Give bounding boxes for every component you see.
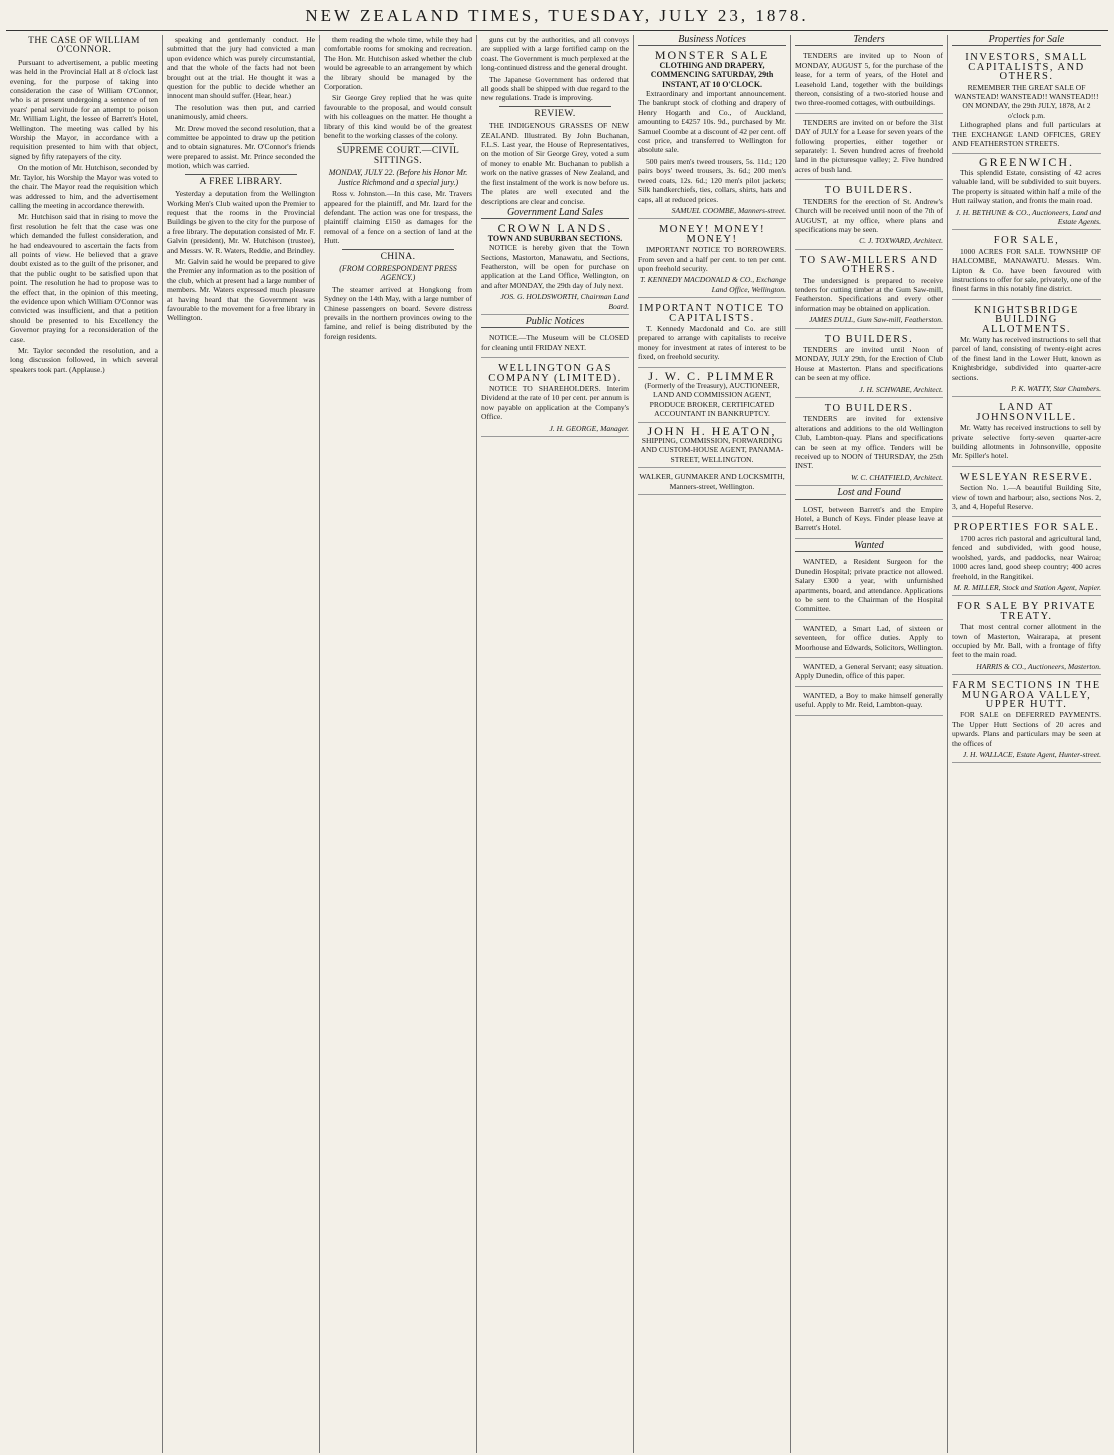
advertisement xyxy=(952,156,1101,230)
divider xyxy=(185,174,297,175)
ad-text: TENDERS for the erection of St. Andrew's Church will be received until noon of the 7th of AUGUST, at my office, where plans and specifications may be seen. xyxy=(795,196,943,234)
section-heading: Wanted xyxy=(795,541,943,552)
article-paragraph: Ross v. Johnston.—In this case, Mr. Travers appeared for the plaintiff, and Mr. Izard for the defendant. The action was one for trespass, the plaintiff claiming £150 as damages for the removal of a fence on a section of land at the Hutt. xyxy=(324,189,472,246)
advertisement xyxy=(795,49,943,113)
advertisement xyxy=(952,232,1101,299)
divider xyxy=(499,106,611,107)
ad-text: NOTICE TO SHAREHOLDERS. Interim Dividend at the rate of 10 per cent. per annum is now payable on application at the Company's Office. xyxy=(481,384,629,422)
ad-text: TENDERS are invited for extensive alterations and additions to the old Wellington Club, Lambton-quay. Plans and specifications can be seen at my office. Tenders will be received up to NOON of THURSDAY, the 25th INST. xyxy=(795,414,943,471)
ad-heading: INVESTORS, SMALL CAPITALISTS, AND OTHERS. xyxy=(965,52,1088,83)
column-6 xyxy=(791,35,948,1453)
ad-text: NOTICE is hereby given that the Town Sections, Mastorton, Manawatu, and Sections, Featherston, will be open for purchase on application at the Land Office, Wellington, on and after MONDAY, the 29th day of July next. xyxy=(481,243,629,290)
advertisement xyxy=(795,331,943,398)
article-title: A FREE LIBRARY. xyxy=(199,176,283,187)
ad-text: NOTICE.—The Museum will be CLOSED for cleaning until FRIDAY NEXT. xyxy=(481,333,629,352)
advertisement xyxy=(795,503,943,539)
ad-heading: PROPERTIES FOR SALE. xyxy=(953,522,1100,534)
ad-text: TENDERS are invited up to Noon of MONDAY, AUGUST 5, for the purchase of the lease, for a term of years, of the Hotel and Leasehold Land, together with the buildings thereon, consisting of a two-storied house and two three-roomed cottages, with outbuildings. xyxy=(795,51,943,108)
advertisement xyxy=(638,221,786,298)
article-subtitle: (FROM CORRESPONDENT PRESS AGENCY.) xyxy=(339,263,457,283)
ad-signature: SAMUEL COOMBE, Manners-street. xyxy=(671,205,786,215)
ad-text: Extraordinary and important announcement. The bankrupt stock of clothing and drapery of Henry Hogarth and Co., of Auckland, amounting to £4257 10s. 9d., purchased by Mr. Samuel Coombe at a discount of 42 per cent. off cost price, and transferred to Wellington for absolute sale. xyxy=(638,89,786,155)
column-5 xyxy=(634,35,791,1453)
ad-text: FOR SALE on DEFERRED PAYMENTS. The Upper Hutt Sections of 20 acres and upwards. Plans and particulars may be seen at the offices of xyxy=(952,710,1101,748)
section-heading: Lost and Found xyxy=(795,488,943,499)
ad-text: IMPORTANT NOTICE TO BORROWERS. From seven and a half per cent. to ten per cent. upon freehold security. xyxy=(638,245,786,273)
advertisement xyxy=(481,222,629,315)
ad-heading: FARM SECTIONS IN THE MUNGAROA VALLEY, UPPER HUTT. xyxy=(952,680,1101,710)
ad-heading: CROWN LANDS. xyxy=(497,221,613,236)
ad-heading: TO BUILDERS. xyxy=(824,185,914,197)
article-paragraph: The resolution was then put, and carried unanimously, amid cheers. xyxy=(167,102,315,122)
ad-signature: C. J. TOXWARD, Architect. xyxy=(859,236,943,246)
article-paragraph: The steamer arrived at Hongkong from Sydney on the 14th May, with a large number of Chinese passengers on board. Severe distress prevails in the northern provinces owing to the famine, and relief is being distributed by the foreign residents. xyxy=(324,284,472,341)
ad-subheading: CLOTHING AND DRAPERY, COMMENCING SATURDAY, 29th INSTANT, AT 10 O'CLOCK. xyxy=(650,60,774,89)
ad-signature: P. K. WATTY, Star Chambers. xyxy=(1011,384,1101,393)
article-subtitle: MONDAY, JULY 22. (Before his Honor Mr. Justice Richmond and a special jury.) xyxy=(328,168,468,187)
section-heading: Tenders xyxy=(795,35,943,46)
ad-heading: J. W. C. PLIMMER xyxy=(648,368,776,383)
column-7 xyxy=(948,35,1105,1453)
ad-subheading: REMEMBER THE GREAT SALE OF WANSTEAD! WANSTEAD!! WANSTEAD!!! ON MONDAY, the 29th JULY, 1878, At 2 o'clock p.m. xyxy=(954,82,1099,120)
ad-text: Lithographed plans and full particulars at THE EXCHANGE LAND OFFICES, GREY AND FEATHERSTON STREETS. xyxy=(952,120,1101,149)
ad-text: Section No. 1.—A beautiful Building Site, view of town and harbour; also, sections Nos. 2, 3, and 4, Hopeful Reserve. xyxy=(952,483,1101,512)
ad-text: WANTED, a Smart Lad, of sixteen or seventeen, for office duties. Apply to Moorhouse and Edwards, Solicitors, Wellington. xyxy=(795,623,943,652)
ad-signature: J. H. GEORGE, Manager. xyxy=(549,423,629,433)
advertisement xyxy=(638,49,786,219)
advertisement xyxy=(481,331,629,358)
ad-signature: J. H. BETHUNE & CO., Auctioneers, Land and Estate Agents. xyxy=(955,207,1101,226)
ad-text: This splendid Estate, consisting of 42 acres valuable land, will be subdivided to suit buyers. The property is situated within half a mile of the Hutt railway station, and fronts the main road. xyxy=(952,167,1101,206)
advertisement xyxy=(795,622,943,658)
ad-text: WANTED, a Boy to make himself generally useful. Apply to Mr. Reid, Lambton-quay. xyxy=(795,690,943,710)
ad-text: T. Kennedy Macdonald and Co. are still prepared to arrange with capitalists to receive money for investment at rates of interest to be fixed, on freehold security. xyxy=(638,323,786,362)
ad-heading: WELLINGTON GAS COMPANY (LIMITED). xyxy=(488,363,622,384)
article-paragraph: Mr. Galvin said he would be prepared to give the Premier any information as to the position of the club, which at present had a large number of members. Mr. Waters expressed much pleasure at having heard that the Government was favourable to the movement for a free library in Wellington. xyxy=(167,256,315,323)
ad-signature: J. H. SCHWABE, Architect. xyxy=(859,384,943,394)
advertisement xyxy=(795,400,943,486)
article-title: THE CASE OF WILLIAM O'CONNOR. xyxy=(28,36,140,56)
divider xyxy=(342,143,454,144)
ad-text: TENDERS are invited until Noon of MONDAY, JULY 29th, for the Erection of Club House at Masterton. Plans and specifications can be seen at my office. xyxy=(795,344,943,383)
ad-heading: KNIGHTSBRIDGE BUILDING ALLOTMENTS. xyxy=(974,304,1079,335)
column-3 xyxy=(320,35,477,1453)
advertisement xyxy=(481,360,629,437)
advertisement xyxy=(638,300,786,367)
ad-text: Mr. Watty has received instructions to sell that parcel of land, consisting of twenty-eight acres of the finest land in the Lower Hutt, known as Knightsbridge, subdivided into quarter-acre sections. xyxy=(952,334,1101,382)
advertisement xyxy=(952,469,1101,518)
advertisement xyxy=(952,519,1101,596)
ad-heading: WESLEYAN RESERVE. xyxy=(959,471,1094,483)
ad-heading: MONEY! MONEY! MONEY! xyxy=(658,224,766,245)
ad-signature: T. KENNEDY MACDONALD & CO., Exchange Land Office, Wellington. xyxy=(640,275,786,294)
ad-text: 500 pairs men's tweed trousers, 5s. 11d.; 120 pairs boys' tweed trousers, 3s. 6d.; 200 men's tweed coats, 12s. 6d.; 120 men's pilot jackets; Silk handkerchiefs, ties, collars, shirts, hats and caps, all at reduced prices. xyxy=(638,156,786,204)
ad-heading: TO BUILDERS. xyxy=(824,333,914,345)
ad-signature: J. H. WALLACE, Estate Agent, Hunter-street. xyxy=(962,750,1101,759)
ad-text: WANTED, a Resident Surgeon for the Dunedin Hospital; private practice not allowed. Salary £300 a year, with unfurnished apartments, board, and attendance. Applications to be sent to the Chairman of the Hospital Committee. xyxy=(795,557,943,614)
column-1 xyxy=(6,35,163,1453)
ad-text: 1700 acres rich pastoral and agricultural land, fenced and subdivided, with good house, woolshed, yards, and paddocks, near Wairoa; 1000 acres land, good sheep country; 400 acres freehold, in the Rangitikei. xyxy=(952,533,1101,581)
columns xyxy=(6,35,1108,1453)
article-paragraph: guns cut by the authorities, and all convoys are supplied with a large fortified camp on the coast. The Government is much perplexed at the long-continued distress and the general drought. xyxy=(481,35,629,73)
article-paragraph: Mr. Hutchison said that in rising to move the first resolution he felt that the case was one which demanded the fullest consideration, and he had endeavoured to ascertain the facts from all points of view. He believed that a grave doubt existed as to the guilt of the prisoner, and that the public ought to be satisfied upon that point. The resolution he had to propose was to the effect that, in the opinion of this meeting, the evidence upon which William O'Connor was convicted was insufficient, and that a petition should be presented to his Excellency the Governor praying for a reconsideration of the case. xyxy=(10,212,158,344)
ad-text: WANTED, a General Servant; easy situation. Apply Dunedin, office of this paper. xyxy=(795,661,943,681)
advertisement xyxy=(795,689,943,716)
advertisement xyxy=(795,182,943,249)
column-2 xyxy=(163,35,320,1453)
article-paragraph: Pursuant to advertisement, a public meeting was held in the Provincial Hall at 8 o'clock last evening, for the purpose of taking into consideration the case of William O'Connor, who is at present undergoing a sentence of ten years' penal servitude for an attempt to poison Mr. William Light, the lessee of Barrett's Hotel, Wellington. The meeting was called by his Worship the Mayor, in accordance with a requisition presented to him with that object, signed by fifty ratepayers of the city. xyxy=(10,57,158,161)
article-paragraph: The Japanese Government has ordered that all goods shall be shipped with due regard to the new regulations. Trade is improving. xyxy=(481,74,629,103)
advertisement xyxy=(638,370,786,423)
ad-heading: TO SAW-MILLERS AND OTHERS. xyxy=(799,254,939,276)
ad-signature: JOS. G. HOLDSWORTH, Chairman Land Board. xyxy=(500,292,629,311)
advertisement xyxy=(795,116,943,180)
ad-text: WALKER, GUNMAKER AND LOCKSMITH, Manners-street, Wellington. xyxy=(639,472,785,491)
ad-text: 1000 ACRES FOR SALE. TOWNSHIP OF HALCOMBE, MANAWATU. Messrs. Wm. Lipton & Co. have been favoured with instructions to offer for sale, privately, one of the finest farms in this notably fine district. xyxy=(952,246,1101,294)
ad-text: (Formerly of the Treasury), AUCTIONEER, LAND AND COMMISSION AGENT, PRODUCE BROKER, CERTIFICATED ACCOUNTANT IN BANKRUPTCY. xyxy=(644,381,780,419)
advertisement xyxy=(952,399,1101,466)
ad-heading: FOR SALE BY PRIVATE TREATY. xyxy=(956,601,1097,622)
ad-text: TENDERS are invited on or before the 31st DAY of JULY for a Lease for seven years of the following properties, either together or separately: 1. Seven hundred acres of freehold land in the picturesque valley; 2. Five hundred acres of bush land. xyxy=(795,117,943,174)
section-heading: Properties for Sale xyxy=(952,35,1101,46)
article-paragraph: Mr. Taylor seconded the resolution, and a long discussion followed, in which several speakers took part. (Applause.) xyxy=(10,346,158,374)
ad-text: LOST, between Barrett's and the Empire Hotel, a Bunch of Keys. Finder please leave at Barrett's Hotel. xyxy=(795,504,943,533)
ad-heading: IMPORTANT NOTICE TO CAPITALISTS. xyxy=(639,303,785,324)
article-paragraph: THE INDIGENOUS GRASSES OF NEW ZEALAND. Illustrated. By John Buchanan, F.L.S. Last year, the House of Representatives, on the motion of Sir George Grey, voted a sum of money to enable Mr. Buchanan to publish a work on the native grasses of New Zealand, and the first instalment of the work is now before us. The plates are well executed and the descriptions are clear and concise. xyxy=(481,121,629,206)
ad-text: The undersigned is prepared to receive tenders for cutting timber at the Gum Saw-mill, Featherston. Specifications and every other information may be obtained on application. xyxy=(795,275,943,313)
article-paragraph: Sir George Grey replied that he was quite favourable to the proposal, and would consult with his colleagues on the matter. He thought a library of this kind would be of the greatest benefit to the working classes of the colony. xyxy=(324,93,472,141)
article-title: SUPREME COURT.—CIVIL SITTINGS. xyxy=(336,146,460,166)
advertisement xyxy=(952,49,1101,154)
ad-heading: FOR SALE, xyxy=(993,235,1060,247)
column-4 xyxy=(477,35,634,1453)
divider xyxy=(342,249,454,250)
article-paragraph: On the motion of Mr. Hutchison, seconded by Mr. Taylor, his Worship the Mayor was voted to the chair. The Mayor read the requisition which was addressed to him, and the advertisement calling the meeting in accordance therewith. xyxy=(10,163,158,210)
section-heading: Government Land Sales xyxy=(481,208,629,219)
ad-text: That most central corner allotment in the town of Masterton, Wairarapa, at present occupied by Mr. Ball, with a frontage of fifty feet to the main road. xyxy=(952,622,1101,660)
advertisement xyxy=(795,660,943,687)
advertisement xyxy=(952,598,1101,675)
ad-subheading: TOWN AND SUBURBAN SECTIONS. xyxy=(487,233,623,243)
ad-heading: TO BUILDERS. xyxy=(824,403,914,414)
ad-signature: HARRIS & CO., Auctioneers, Masterton. xyxy=(976,661,1101,671)
advertisement xyxy=(952,302,1101,398)
section-heading: Business Notices xyxy=(638,35,786,46)
ad-signature: W. C. CHATFIELD, Architect. xyxy=(850,472,943,482)
advertisement xyxy=(952,677,1101,763)
section-heading: Public Notices xyxy=(481,317,629,328)
article-title: REVIEW. xyxy=(534,108,576,119)
advertisement xyxy=(795,252,943,329)
ad-heading: JOHN H. HEATON, xyxy=(647,423,777,438)
advertisement xyxy=(638,470,786,495)
ad-heading: LAND AT JOHNSONVILLE. xyxy=(976,402,1077,423)
ad-text: SHIPPING, COMMISSION, FORWARDING AND CUSTOM-HOUSE AGENT, PANAMA-STREET, WELLINGTON. xyxy=(640,436,784,464)
ad-heading: GREENWICH. xyxy=(979,155,1074,170)
article-title: CHINA. xyxy=(380,251,416,262)
ad-signature: M. R. MILLER, Stock and Station Agent, Napier. xyxy=(953,582,1101,592)
ad-signature: JAMES DULL, Gum Saw-mill, Featherston. xyxy=(809,315,943,325)
article-paragraph: Mr. Drew moved the second resolution, that a committee be appointed to draw up the petition and to obtain signatures. Mr. O'Connor's friends were prepared to assist. Mr. Prince seconded the motion, which was carried. xyxy=(167,123,315,171)
ad-heading: MONSTER SALE xyxy=(654,48,770,63)
article-paragraph: speaking and gentlemanly conduct. He submitted that the jury had convicted a man upon evidence which was purely circumstantial, and that the whole of the facts had not been brought out at the trial. He thought it was a question for the public to decide whether an innocent man should suffer. (Hear, hear.) xyxy=(167,35,315,101)
masthead: NEW ZEALAND TIMES, TUESDAY, JULY 23, 1878. xyxy=(6,6,1108,31)
article-paragraph: Yesterday a deputation from the Wellington Working Men's Club waited upon the Premier to request that the rooms in the Provincial Buildings be given to the city for the purpose of a free library. The deputation consisted of Mr. F. Galvin (president), Mr. W. Hutchison (trustee), and Messrs. W. R. Waters, Reddie, and Brindley. xyxy=(167,189,315,255)
advertisement xyxy=(795,555,943,619)
article-paragraph: them reading the whole time, while they had comfortable rooms for smoking and recreation. The Hon. Mr. Hutchison asked whether the club would be agreeable to an arrangement by which the library should be managed by the Corporation. xyxy=(324,35,472,92)
advertisement xyxy=(638,425,786,469)
ad-text: Mr. Watty has received instructions to sell by private selective forty-seven quarter-acre building allotments in Johnsonville, opposite Mr. Spiller's hotel. xyxy=(952,423,1101,461)
